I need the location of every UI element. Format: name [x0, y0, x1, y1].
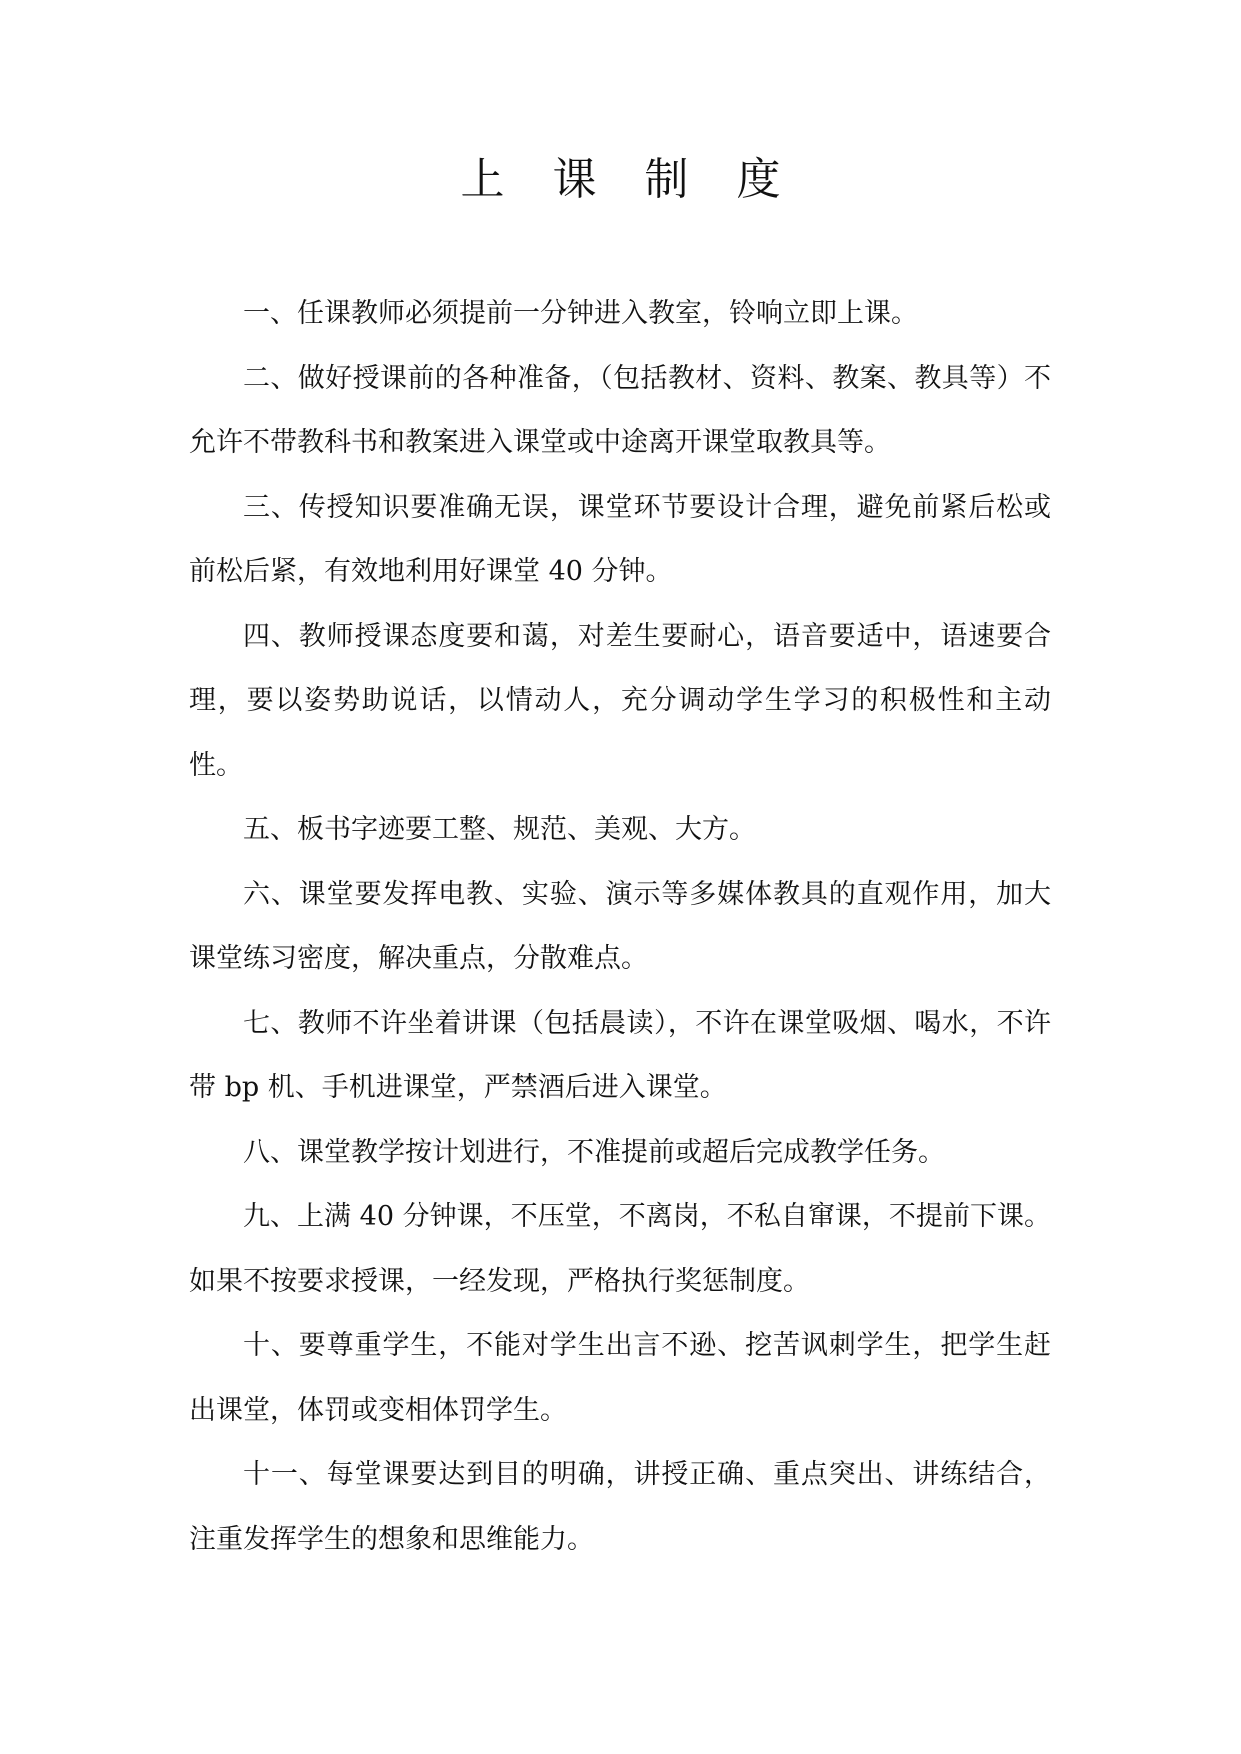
rule-paragraph-7: 七、教师不许坐着讲课（包括晨读），不许在课堂吸烟、喝水，不许带 bp 机、手机进课堂，严禁酒后进入课堂。: [189, 1007, 1051, 1103]
rule-paragraph-10: 十、要尊重学生，不能对学生出言不逊、挖苦讽刺学生，把学生赶出课堂，体罚或变相体罚学生。: [189, 1330, 1051, 1426]
rule-paragraph-11: 十一、每堂课要达到目的明确，讲授正确、重点突出、讲练结合，注重发挥学生的想象和思维能力。: [189, 1459, 1051, 1555]
rule-paragraph-4: 四、教师授课态度要和蔼，对差生要耐心，语音要适中，语速要合理，要以姿势助说话，以情动人，充分调动学生学习的积极性和主动性。: [189, 620, 1051, 781]
rule-paragraph-5: 五、板书字迹要工整、规范、美观、大方。: [243, 814, 756, 845]
document-body: [189, 282, 1051, 1572]
rule-paragraph-6: 六、课堂要发挥电教、实验、演示等多媒体教具的直观作用，加大课堂练习密度，解决重点，分散难点。: [189, 878, 1051, 974]
rule-paragraph-2: 二、做好授课前的各种准备，（包括教材、资料、教案、教具等）不允许不带教科书和教案进入课堂或中途离开课堂取教具等。: [189, 362, 1051, 458]
rule-paragraph-8: 八、课堂教学按计划进行，不准提前或超后完成教学任务。: [243, 1136, 945, 1168]
rule-paragraph-3: 三、传授知识要准确无误，课堂环节要设计合理，避免前紧后松或前松后紧，有效地利用好课堂 40 分钟。: [189, 491, 1051, 587]
rule-paragraph-9: 九、上满 40 分钟课，不压堂，不离岗，不私自窜课，不提前下课。如果不按要求授课，一经发现，严格执行奖惩制度。: [189, 1201, 1051, 1297]
rule-paragraph-1: 一、任课教师必须提前一分钟进入教室，铃响立即上课。: [243, 298, 918, 329]
document-title: 上课制度: [460, 154, 829, 205]
